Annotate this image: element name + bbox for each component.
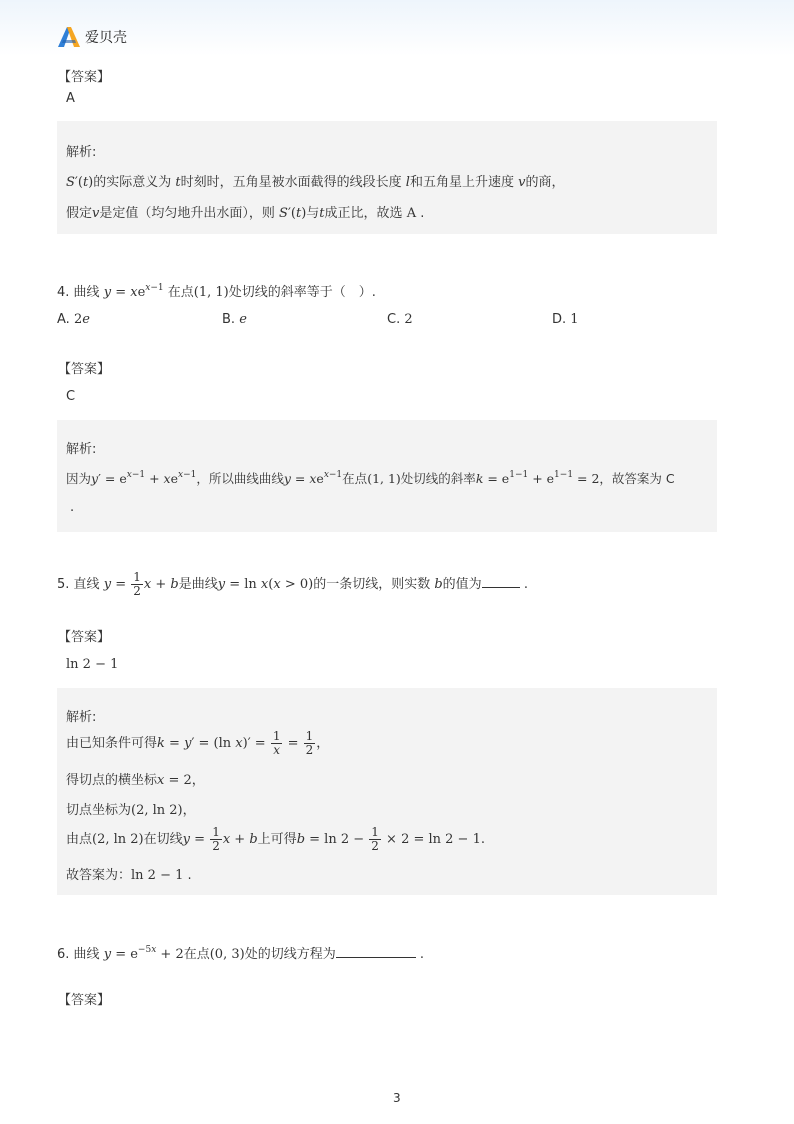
answer-label: 【答案】 [58,362,111,377]
brand-logo-icon [58,27,80,47]
answer-value: C [66,389,76,404]
page-number: 3 [393,1091,401,1105]
answer-label: 【答案】 [58,70,111,85]
brand-logo [58,27,127,47]
option-c: C. 2 [387,312,413,327]
page-header [0,0,794,56]
analysis-label: 解析: [66,710,97,725]
analysis-line: 由点(2, ln 2)在切线y = $\frac{1}{2}$ x + b上可得b = ln 2 − $\frac{1}{2}$ × 2 = ln 2 − 1. [66,825,485,853]
question-stem: 6. 曲线 $y = e^{-5x} + 2$在点(0, 3)处的切线方程为 . [57,945,424,962]
option-d: D. 1 [552,312,579,327]
answer-label: 【答案】 [58,993,111,1008]
brand-name: 爱贝壳 [85,30,127,46]
analysis-line-end: . [70,500,75,515]
analysis-line: 切点坐标为(2, ln 2)， [66,803,196,818]
question-stem: 5. 直线 y = $\frac{1}{2}$ x + b是曲线y = ln x(x > 0)的一条切线，则实数 b的值为 . [57,570,528,598]
answer-label: 【答案】 [58,630,111,645]
question-stem: 4. 曲线 $y = xe^{x-1}$ 在点(1, 1)处切线的斜率等于（ ）. [57,283,376,300]
answer-value: ln 2 − 1 [66,657,119,672]
option-b: B. e [222,312,247,327]
analysis-line: 假定v是定值（均匀地升出水面），则 S′(t)与t成正比，故选 A . [66,206,425,221]
analysis-line: 由已知条件可得k = y′ = (ln x)′ = $\frac{1}{x}$ = $\frac{1}{2}$ ， [66,729,330,757]
option-a: A. 2e [57,312,90,327]
analysis-line: S′(t)的实际意义为 t时刻时，五角星被水面截得的线段长度 l和五角星上升速度 v的商， [66,175,565,190]
analysis-label: 解析: [66,442,97,457]
analysis-box [57,121,717,234]
analysis-line: 得切点的横坐标x = 2， [66,773,205,788]
analysis-line: 因为$y' = e^{x-1} + xe^{x-1}$，所以曲线曲线$y = xe^{x-1}$在点(1, 1)处切线的斜率$k = e^{1-1} + e^{1-1} = 2$，故答案为 C [66,470,675,486]
analysis-label: 解析: [66,145,97,160]
analysis-box [57,420,717,532]
analysis-line: 故答案为：ln 2 − 1 . [66,868,192,883]
answer-value: A [66,91,75,106]
analysis-box [57,688,717,895]
